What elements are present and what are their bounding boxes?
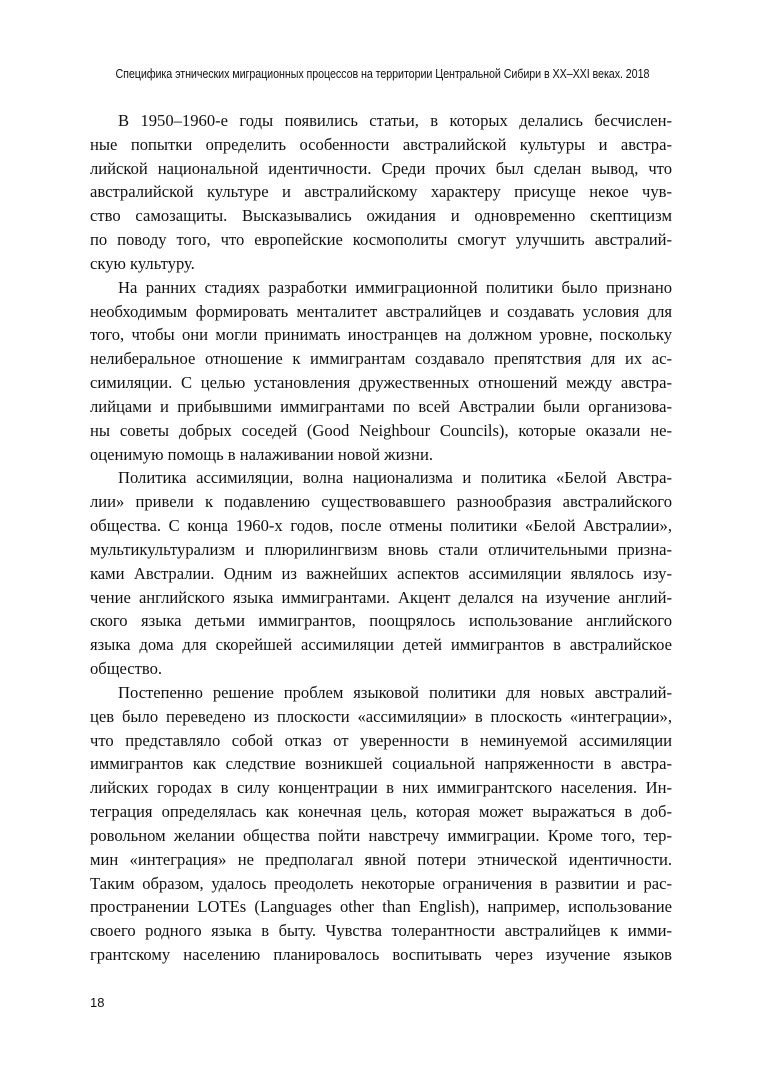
text-line: по поводу того, что европейские космополиты смогут улучшить австралий- xyxy=(90,230,672,250)
text-line: цев было переведено из плоскости «ассимиляции» в плоскость «интеграции», xyxy=(90,706,672,726)
text-line: В 1950–1960-е годы появились статьи, в которых делались бесчислен- xyxy=(118,111,672,130)
text-line: общество. xyxy=(90,659,163,679)
text-line: чение английского языка иммигрантами. Акцент делался на изучение англий- xyxy=(90,587,672,607)
paragraph-1 xyxy=(90,109,672,276)
text-line: иммигрантов как следствие возникшей социальной напряженности в австра- xyxy=(90,754,672,774)
text-line: Таким образом, удалось преодолеть некоторые ограничения в развитии и рас- xyxy=(90,873,672,893)
text-line: симиляции. С целью установления дружественных отношений между австра- xyxy=(90,373,672,393)
text-line: оценимую помощь в налаживании новой жизни. xyxy=(90,444,433,464)
text-line: что представляло собой отказ от уверенности в неминуемой ассимиляции xyxy=(90,730,672,750)
text-line: Постепенно решение проблем языковой политики для новых австралий- xyxy=(118,682,672,702)
text-line: ство самозащиты. Высказывались ожидания и одновременно скептицизм xyxy=(90,206,672,226)
text-line: теграция определялась как конечная цель, которая может выражаться в доб- xyxy=(90,802,672,822)
text-line: мин «интеграция» не предполагал явной потери этнической идентичности. xyxy=(90,849,672,869)
page-body-text xyxy=(90,109,672,967)
text-line: общества. С конца 1960-х годов, после отмены политики «Белой Австралии», xyxy=(90,516,672,536)
text-line: пространении LOTEs (Languages other than English), например, использование xyxy=(90,897,672,917)
text-line: На ранних стадиях разработки иммиграционной политики было признано xyxy=(118,277,672,297)
text-line: австралийской культуре и австралийскому характеру присуще некое чув- xyxy=(90,182,672,202)
text-line: ками Австралии. Одним из важнейших аспектов ассимиляции являлось изу- xyxy=(90,563,672,583)
text-line: нелиберальное отношение к иммигрантам создавало препятствия для их ас- xyxy=(90,349,672,369)
text-line: ровольном желании общества пойти навстречу иммиграции. Кроме того, тер- xyxy=(90,825,672,845)
text-line: лийской национальной идентичности. Среди прочих был сделан вывод, что xyxy=(90,158,672,178)
text-line: лийских городах в силу концентрации в них иммигрантского населения. Ин- xyxy=(90,778,672,798)
paragraph-2 xyxy=(90,276,672,467)
running-title: Специфика этнических миграционных процессов на территории Центральной Сибири в XX–XXI веках. 2018 xyxy=(115,67,649,81)
text-line: ны советы добрых соседей (Good Neighbour Councils), которые оказали не- xyxy=(90,420,672,440)
running-header xyxy=(0,65,764,83)
page-number: 18 xyxy=(90,995,105,1010)
text-line: языка дома для скорейшей ассимиляции детей иммигрантов в австралийское xyxy=(90,635,672,655)
text-line: лийцами и прибывшими иммигрантами по всей Австралии были организова- xyxy=(90,396,672,416)
text-line: Политика ассимиляции, волна национализма и политика «Белой Австра- xyxy=(118,468,672,488)
text-line: лии» привели к подавлению существовавшего разнообразия австралийского xyxy=(90,492,672,512)
text-line: грантскому населению планировалось воспитывать через изучение языков xyxy=(90,944,672,964)
text-line: ные попытки определить особенности австралийской культуры и австра- xyxy=(90,134,672,154)
text-line: мультикультурализм и плюрилингвизм вновь стали отличительными призна- xyxy=(90,539,672,559)
text-line: скую культуру. xyxy=(90,253,195,273)
text-line: необходимым формировать менталитет австралийцев и создавать условия для xyxy=(90,301,672,321)
paragraph-3 xyxy=(90,466,672,680)
paragraph-4 xyxy=(90,681,672,967)
text-line: своего родного языка в быту. Чувства толерантности австралийцев к имми- xyxy=(90,921,672,941)
text-line: того, чтобы они могли принимать иностранцев на должном уровне, поскольку xyxy=(90,325,672,345)
text-line: ского языка детьми иммигрантов, поощрялось использование английского xyxy=(90,611,672,631)
